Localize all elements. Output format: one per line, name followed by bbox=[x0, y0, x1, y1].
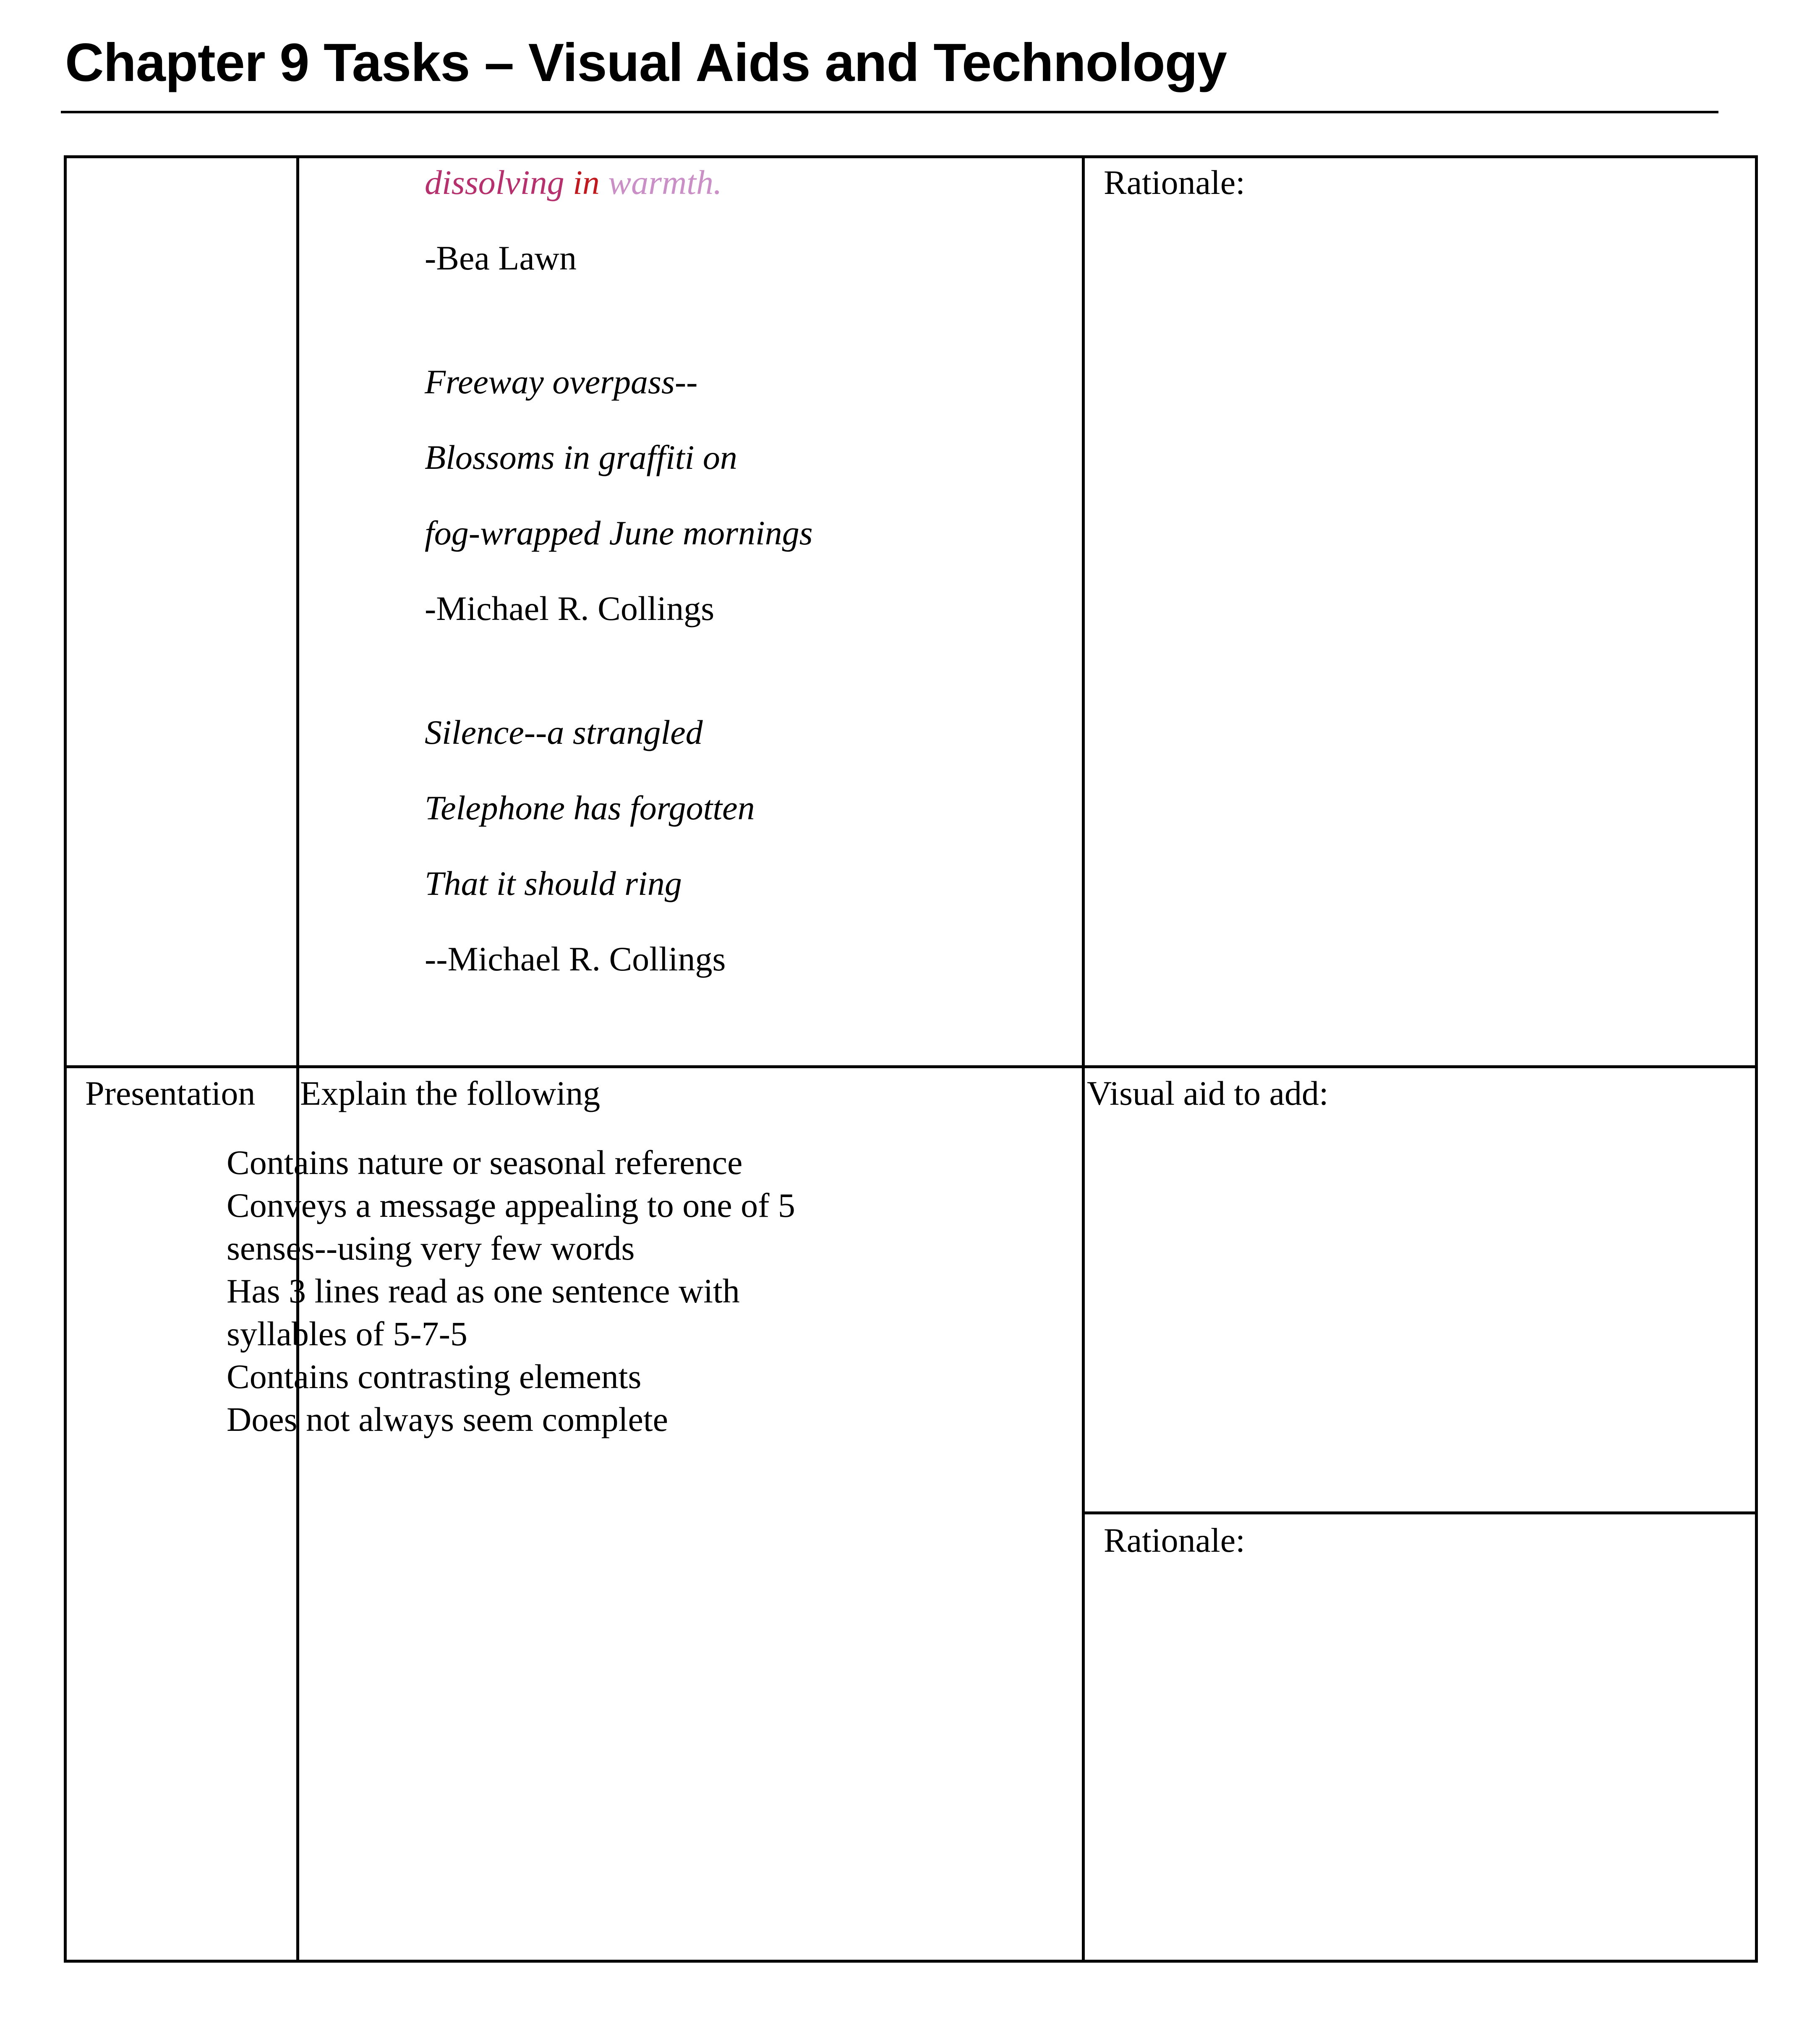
criteria-item: Conveys a message appealing to one of 5 bbox=[227, 1186, 795, 1224]
fragment-word-in: in bbox=[573, 163, 600, 201]
visual-aid-label: Visual aid to add: bbox=[1087, 1074, 1329, 1112]
title-underline bbox=[61, 111, 1718, 113]
column-divider-1 bbox=[296, 155, 299, 1963]
poem-fragment-line bbox=[425, 162, 722, 204]
haiku-3-line-2: Telephone has forgotten bbox=[425, 789, 755, 827]
table-border-left bbox=[64, 155, 67, 1963]
section-label-presentation: Presentation bbox=[85, 1074, 256, 1112]
column-divider-2 bbox=[1082, 155, 1085, 1963]
haiku-3-line-1: Silence--a strangled bbox=[425, 713, 703, 751]
table-border-bottom bbox=[64, 1960, 1758, 1963]
table-border-right bbox=[1755, 155, 1758, 1963]
fragment-word-dissolving: dissolving bbox=[425, 163, 564, 201]
criteria-item: senses--using very few words bbox=[227, 1229, 635, 1267]
fragment-word-warmth: warmth. bbox=[608, 163, 722, 201]
haiku-2-line-3: fog-wrapped June mornings bbox=[425, 514, 813, 552]
criteria-item: syllables of 5-7-5 bbox=[227, 1315, 467, 1353]
criteria-list bbox=[227, 1142, 1076, 1456]
haiku-3-line-3: That it should ring bbox=[425, 864, 682, 902]
poem-attribution-2: -Michael R. Collings bbox=[425, 589, 715, 627]
criteria-item: Contains contrasting elements bbox=[227, 1357, 642, 1396]
criteria-item: Has 3 lines read as one sentence with bbox=[227, 1272, 740, 1310]
rationale-label-top: Rationale: bbox=[1104, 163, 1246, 201]
page-title: Chapter 9 Tasks – Visual Aids and Technology bbox=[65, 33, 1227, 93]
poem-attribution-1: -Bea Lawn bbox=[425, 239, 577, 277]
criteria-item: Does not always seem complete bbox=[227, 1400, 668, 1438]
poem-attribution-3: --Michael R. Collings bbox=[425, 940, 726, 978]
criteria-item: Contains nature or seasonal reference bbox=[227, 1143, 743, 1182]
haiku-2-line-2: Blossoms in graffiti on bbox=[425, 438, 737, 476]
row-divider bbox=[64, 1065, 1758, 1068]
right-cell-divider bbox=[1082, 1511, 1758, 1514]
rationale-label-bottom: Rationale: bbox=[1104, 1521, 1246, 1559]
table-border-top bbox=[64, 155, 1758, 158]
haiku-2-line-1: Freeway overpass-- bbox=[425, 363, 698, 401]
instruction-text: Explain the following bbox=[300, 1074, 601, 1112]
